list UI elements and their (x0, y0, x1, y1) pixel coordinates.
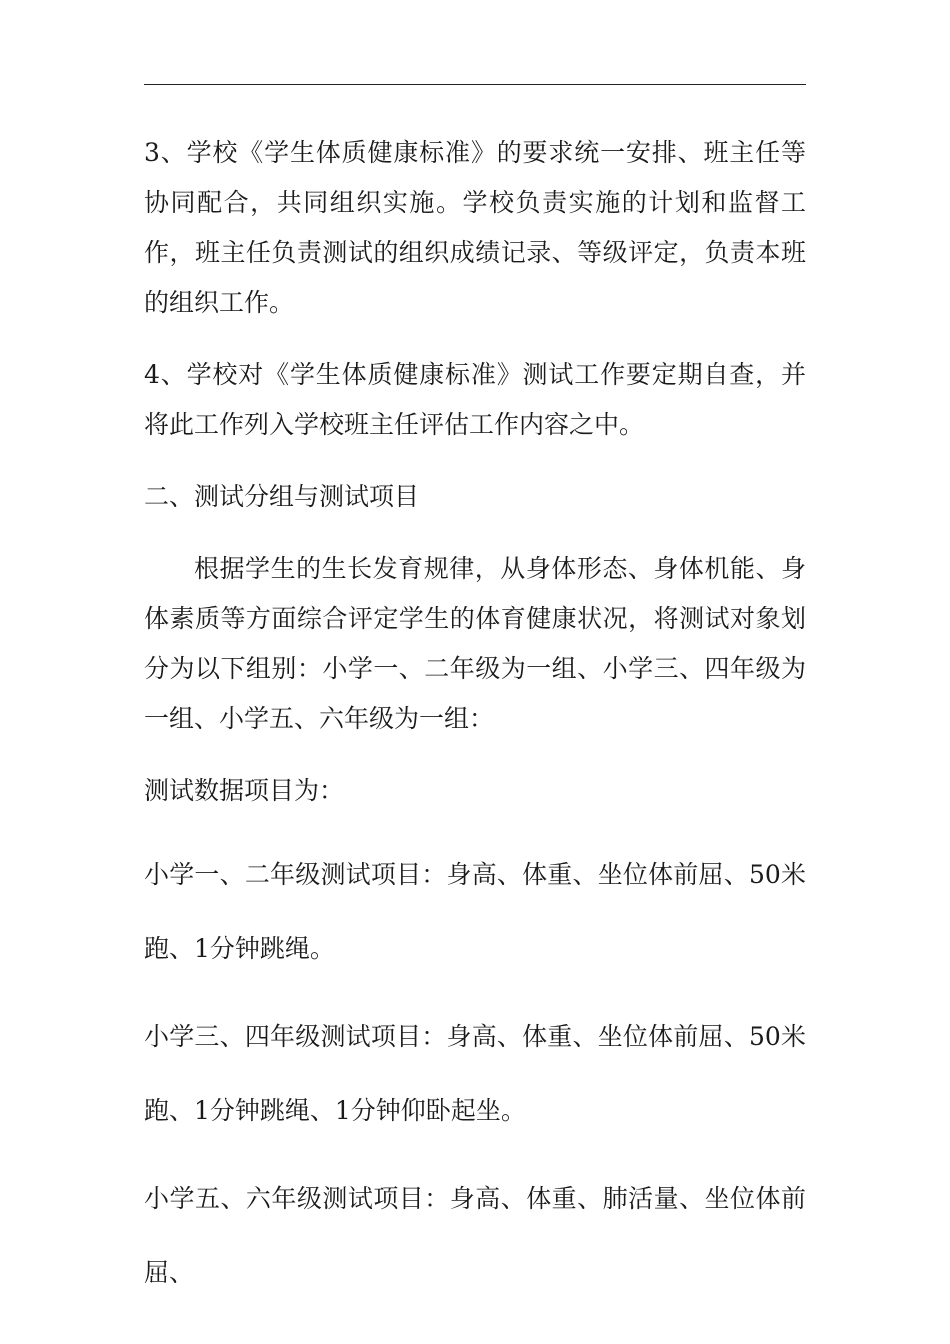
grouping-paragraph: 根据学生的生长发育规律，从身体形态、身体机能、身体素质等方面综合评定学生的体育健康状况，将测试对象划分为以下组别：小学一、二年级为一组、小学三、四年级为一组、小学五、六年级为一组： (144, 554, 806, 733)
test-items-intro: 测试数据项目为： (144, 776, 345, 805)
grade-3-4-test-items: 小学三、四年级测试项目：身高、体重、坐位体前屈、50米跑、1分钟跳绳、1分钟仰卧起坐。 (144, 1022, 806, 1125)
paragraph-item-4: 4、学校对《学生体质健康标准》测试工作要定期自查，并将此工作列入学校班主任评估工作内容之中。 (144, 360, 806, 439)
grade-1-2-test-items: 小学一、二年级测试项目：身高、体重、坐位体前屈、50米跑、1分钟跳绳。 (144, 860, 806, 963)
paragraph-item-3: 3、学校《学生体质健康标准》的要求统一安排、班主任等协同配合，共同组织实施。学校负责实施的计划和监督工作，班主任负责测试的组织成绩记录、等级评定，负责本班的组织工作。 (144, 138, 806, 317)
section-heading: 二、测试分组与测试项目 (144, 482, 420, 511)
document-body (144, 128, 806, 1324)
grade-5-6-test-items: 小学五、六年级测试项目：身高、体重、肺活量、坐位体前屈、 (144, 1184, 806, 1287)
header-divider (144, 84, 806, 85)
